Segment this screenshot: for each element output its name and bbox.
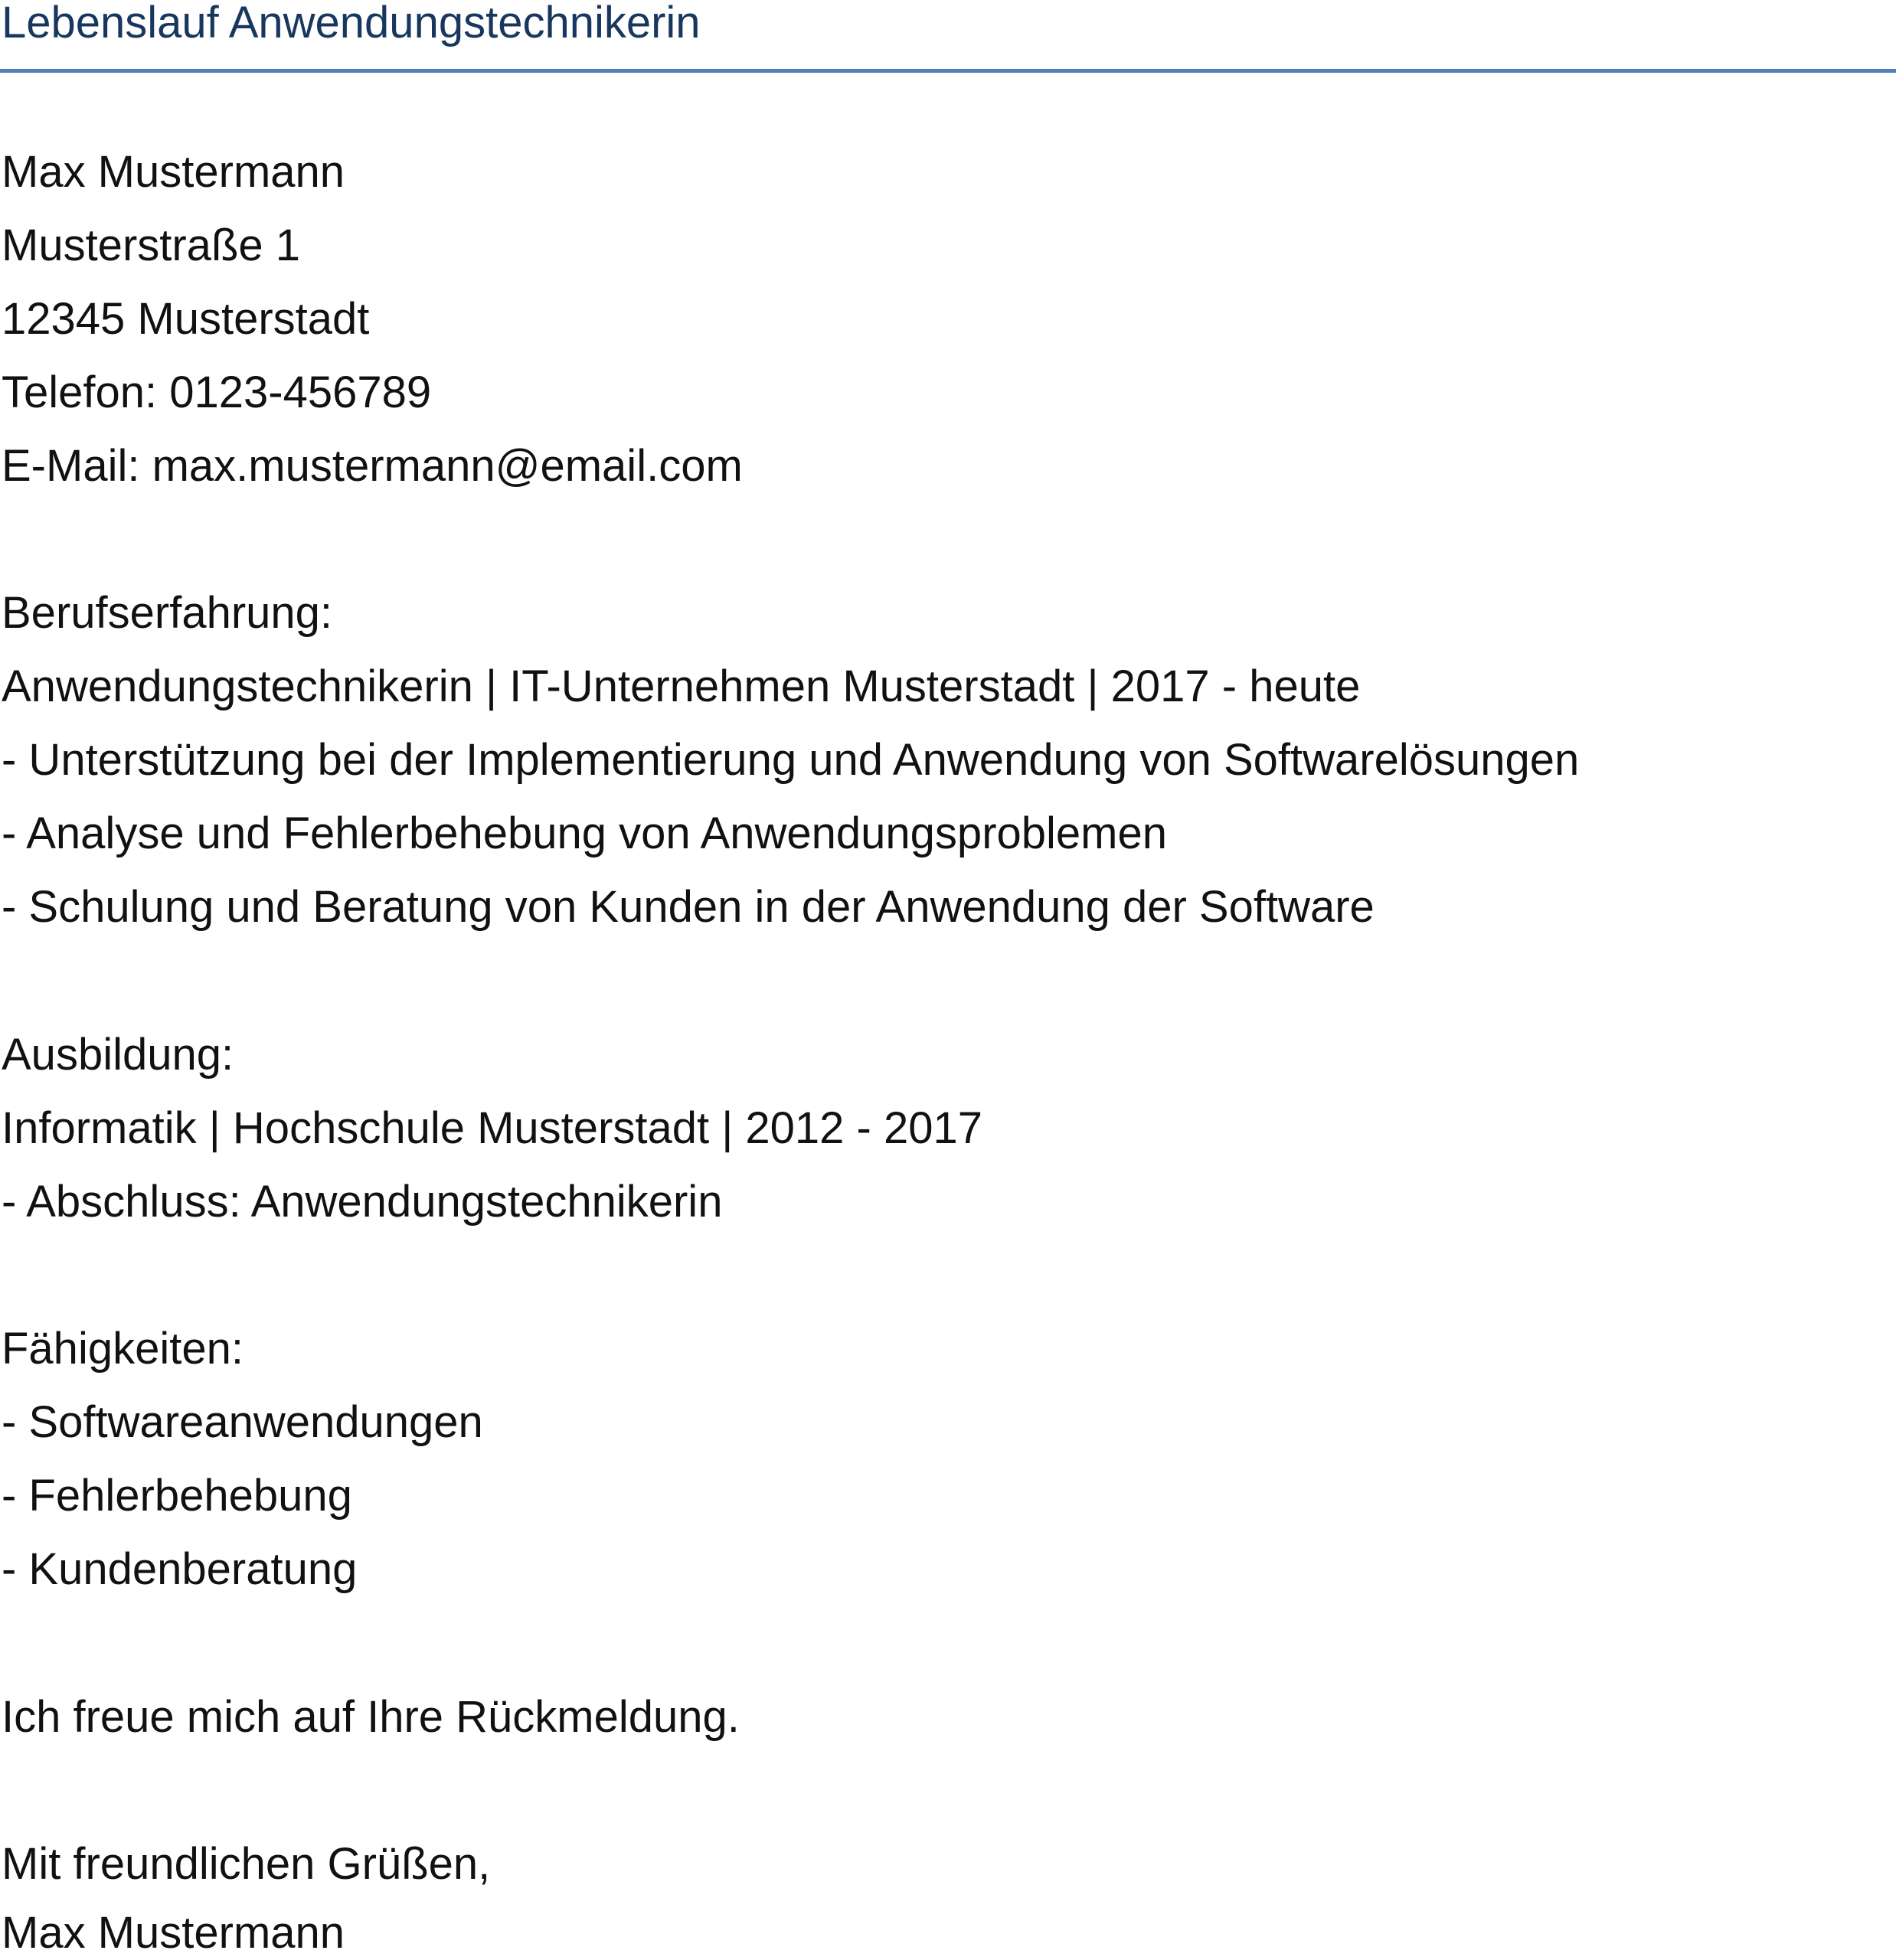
contact-phone: Telefon: 0123-456789 [2, 368, 432, 417]
education-program: Informatik | Hochschule Musterstadt | 2012 - 2017 [2, 1103, 982, 1153]
experience-item: - Unterstützung bei der Implementierung und Anwendung von Softwarelösungen [2, 735, 1580, 785]
document-title: Lebenslauf Anwendungstechnikerin [2, 0, 701, 47]
skills-item: - Fehlerbehebung [2, 1471, 352, 1521]
closing-greeting: Mit freundlichen Grüßen, [2, 1839, 491, 1889]
title-underline [0, 69, 1896, 73]
education-heading: Ausbildung: [2, 1030, 234, 1080]
skills-item: - Kundenberatung [2, 1544, 358, 1594]
contact-name: Max Mustermann [2, 147, 345, 197]
education-item: - Abschluss: Anwendungstechnikerin [2, 1177, 723, 1227]
closing-sentence: Ich freue mich auf Ihre Rückmeldung. [2, 1692, 740, 1742]
skills-item: - Softwareanwendungen [2, 1397, 483, 1447]
experience-position: Anwendungstechnikerin | IT-Unternehmen Musterstadt | 2017 - heute [2, 662, 1361, 711]
contact-street: Musterstraße 1 [2, 220, 300, 270]
experience-heading: Berufserfahrung: [2, 588, 333, 638]
experience-item: - Schulung und Beratung von Kunden in der Anwendung der Software [2, 882, 1375, 932]
signature-name: Max Mustermann [2, 1908, 345, 1958]
contact-city: 12345 Musterstadt [2, 294, 370, 344]
experience-item: - Analyse und Fehlerbehebung von Anwendungsproblemen [2, 808, 1167, 858]
skills-heading: Fähigkeiten: [2, 1324, 244, 1374]
contact-email: E-Mail: max.mustermann@email.com [2, 441, 743, 491]
